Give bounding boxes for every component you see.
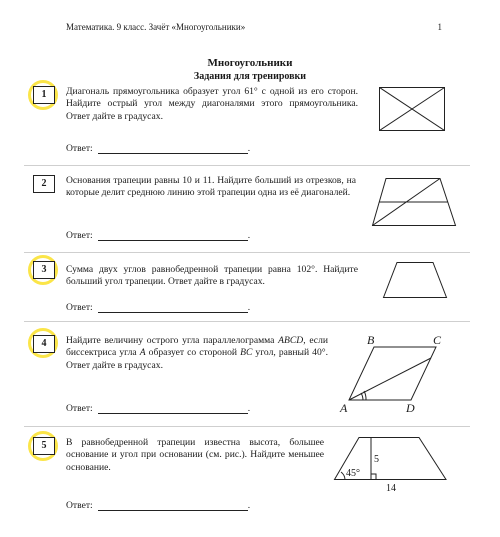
task-4-text-part: Найдите величину острого угла параллелограмма	[66, 335, 279, 346]
task-5-text: В равнобедренной трапеции известна высота, большее основание и угол при основании (см. рис.). Найдите меньшее основание.	[66, 437, 324, 473]
answer-field-1[interactable]	[98, 143, 251, 154]
answer-row-3	[66, 302, 250, 313]
answer-label: Ответ:	[66, 302, 93, 313]
task-number-4: 4	[33, 335, 55, 353]
answer-end: .	[247, 500, 251, 511]
task-4-text-part: A	[139, 347, 146, 359]
task-4-text	[66, 335, 328, 372]
answer-field-3[interactable]	[98, 302, 251, 313]
answer-row-1	[66, 143, 250, 154]
task-number-5: 5	[33, 437, 55, 455]
answer-field-4[interactable]	[98, 403, 251, 414]
divider	[24, 321, 470, 322]
right-angle-mark	[371, 474, 376, 480]
angle-arc	[364, 391, 366, 400]
answer-label: Ответ:	[66, 403, 93, 414]
divider	[24, 252, 470, 253]
task-2-figure	[372, 178, 456, 226]
answer-end: .	[247, 143, 251, 154]
angle-label: 45°	[346, 468, 360, 479]
task-number-2: 2	[33, 175, 55, 193]
task-1-figure	[379, 87, 445, 131]
page-title: Многоугольники	[207, 57, 293, 69]
task-2-text: Основания трапеции равны 10 и 11. Найдите больший из отрезков, на которые делит среднюю линию этой трапеции одна из её диагоналей.	[66, 175, 356, 199]
task-number-3: 3	[33, 261, 55, 279]
task-4-text-part: угол, равный 40°. Ответ дайте в градусах.	[66, 347, 328, 371]
divider	[24, 165, 470, 166]
header-title: Математика. 9 класс. Зачёт «Многоугольники»	[66, 22, 246, 32]
height-label: 5	[374, 454, 379, 465]
answer-row-5	[66, 500, 250, 511]
vertex-label-a: A	[340, 401, 348, 415]
page-header	[66, 22, 442, 32]
page-subtitle: Задания для тренировки	[193, 71, 307, 82]
task-5-figure	[334, 437, 458, 493]
answer-label: Ответ:	[66, 143, 93, 154]
answer-field-2[interactable]	[98, 230, 251, 241]
task-number-1: 1	[33, 86, 55, 104]
parallelogram-shape	[349, 347, 436, 400]
task-4-figure	[336, 333, 456, 415]
answer-end: .	[247, 403, 251, 414]
isosceles-trapezoid-shape	[384, 263, 447, 298]
answer-row-4	[66, 403, 250, 414]
angle-arc	[361, 393, 363, 400]
task-3-text: Сумма двух углов равнобедренной трапеции равна 102°. Найдите больший угол трапеции. Ответ дайте в градусах.	[66, 264, 358, 288]
answer-row-2	[66, 230, 250, 241]
vertex-label-b: B	[367, 333, 375, 347]
divider	[24, 426, 470, 427]
page-number: 1	[437, 22, 442, 32]
answer-label: Ответ:	[66, 230, 93, 241]
task-4-text-part: ABCD	[278, 335, 304, 346]
base-label: 14	[386, 483, 396, 494]
angle-arc	[341, 472, 345, 480]
task-4-text-part: , если биссектриса угла	[66, 335, 328, 359]
answer-label: Ответ:	[66, 500, 93, 511]
task-3-figure	[383, 262, 447, 298]
task-1-text: Диагональ прямоугольника образует угол 61° с одной из его сторон. Найдите острый угол между диагоналями этого прямоугольника. Ответ дайте в градусах.	[66, 86, 358, 122]
vertex-label-c: C	[433, 333, 442, 347]
vertex-label-d: D	[406, 401, 415, 415]
answer-end: .	[247, 230, 251, 241]
task-4-text-part: образует со стороной	[145, 347, 241, 359]
answer-end: .	[247, 302, 251, 313]
answer-field-5[interactable]	[98, 500, 251, 511]
task-4-text-part: BC	[240, 347, 253, 359]
